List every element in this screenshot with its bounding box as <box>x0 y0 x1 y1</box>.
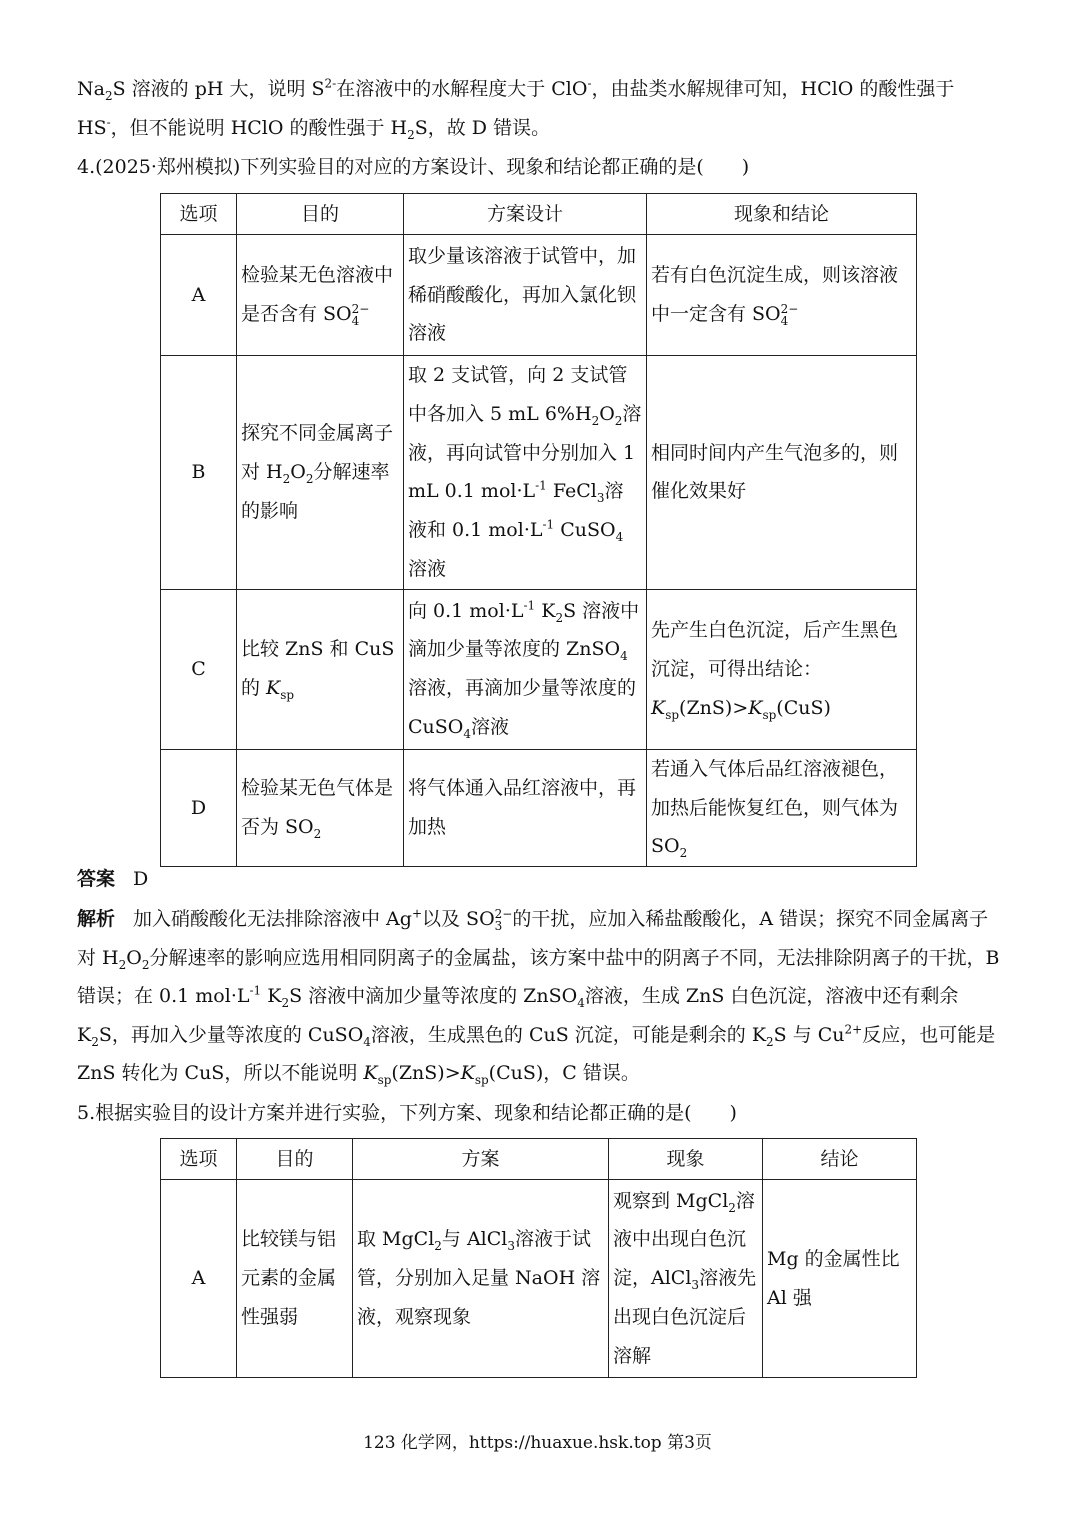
superscript: + <box>411 906 423 921</box>
question-5-stem: 5.根据实验目的设计方案并进行实验，下列方案、现象和结论都正确的是( ) <box>77 1102 737 1124</box>
superscript: 2− <box>780 302 799 316</box>
text: K <box>261 985 282 1007</box>
text: 观察到 MgCl <box>613 1189 729 1212</box>
subscript: 2 <box>118 957 127 972</box>
text: ，但不能说明 HClO 的酸性强于 H <box>110 116 408 139</box>
text: 溶液先出现白色沉淀后溶解 <box>613 1267 757 1367</box>
text: (ZnS)> <box>679 696 749 719</box>
superscript: -1 <box>542 517 555 532</box>
text: S 溶液中滴加少量等浓度的 ZnSO <box>289 985 578 1007</box>
subscript: 2 <box>766 1034 774 1049</box>
text: 在溶液中的水解程度大于 ClO <box>336 78 588 100</box>
purpose-cell <box>237 356 404 590</box>
header-conclusion: 结论 <box>763 1139 917 1180</box>
design-cell <box>404 356 647 590</box>
subscript: 3 <box>507 1239 516 1254</box>
italic-symbol: K <box>748 696 763 719</box>
header-option: 选项 <box>161 1139 237 1180</box>
analysis-label: 解析 <box>77 908 116 930</box>
table-row-b <box>161 356 917 590</box>
text: S，再加入少量等浓度的 CuSO <box>98 1023 364 1046</box>
design-cell: 将气体通入品红溶液中，再加热 <box>404 749 647 866</box>
result-cell <box>647 235 917 356</box>
text: FeCl <box>546 480 597 503</box>
text: (CuS) <box>776 696 831 719</box>
text: ，由盐类水解规律可知，HClO 的酸性强于 <box>591 78 955 100</box>
text: S 与 Cu <box>773 1023 845 1046</box>
italic-symbol: K <box>460 1062 475 1084</box>
text: 取 MgCl <box>357 1228 435 1251</box>
subscript: sp <box>377 1072 392 1087</box>
intro-line-2 <box>77 115 551 142</box>
text: 溶液于试管，分别加入足量 NaOH 溶液，观察现象 <box>357 1228 601 1328</box>
answer-label: 答案 <box>77 868 116 890</box>
subscript: 4 <box>463 726 472 741</box>
text: 溶液 <box>408 557 447 580</box>
subscript: 2 <box>91 1034 99 1049</box>
text: 比较 ZnS 和 CuS 的 <box>241 638 395 700</box>
subscript: 2 <box>434 1239 442 1254</box>
text: S，故 D 错误。 <box>414 116 551 139</box>
result-cell <box>647 749 917 866</box>
text: 溶液，生成黑色的 CuS 沉淀，可能是剩余的 K <box>370 1023 767 1046</box>
superscript: -1 <box>249 983 262 998</box>
text: 向 0.1 mol·L <box>408 599 524 622</box>
subscript: 2 <box>282 471 291 486</box>
superscript: 2− <box>351 302 370 316</box>
table-row-c <box>161 589 917 749</box>
subscript: sp <box>762 707 777 722</box>
text: 溶液 <box>471 716 510 739</box>
text: 分解速率的影响应选用相同阴离子的金属盐，该方案中盐中的阴离子不同，无法排除阴离子的干扰，B 错误；在 0.1 mol·L <box>77 946 1000 1007</box>
subscript: sp <box>280 688 295 703</box>
text: 溶液，生成 ZnS 白色沉淀，溶液中还有剩余 K <box>77 985 959 1046</box>
header-design: 方案设计 <box>404 194 647 235</box>
text: 反应，也可能是 ZnS 转化为 CuS，所以不能说明 <box>77 1023 996 1084</box>
subscript: 4 <box>780 314 789 328</box>
subscript: 4 <box>615 529 624 544</box>
text: 与 AlCl <box>441 1228 508 1251</box>
result-cell: 相同时间内产生气泡多的，则催化效果好 <box>647 356 917 590</box>
text: 以及 SO <box>422 908 495 930</box>
text: 取 2 支试管，向 2 支试管中各加入 5 mL 6%H <box>408 364 628 425</box>
option-cell: D <box>161 749 237 866</box>
text: 溶液中出现白色沉淀，AlCl <box>613 1189 755 1290</box>
header-result: 现象和结论 <box>647 194 917 235</box>
text: HS <box>77 116 107 139</box>
header-phenomenon: 现象 <box>609 1139 763 1180</box>
question-4-table <box>160 193 917 867</box>
subscript: 3 <box>691 1277 700 1292</box>
superscript: - <box>106 115 111 130</box>
subscript: sp <box>665 707 680 722</box>
text: 溶液，再滴加少量等浓度的 CuSO <box>408 677 637 739</box>
phenomenon-cell <box>609 1180 763 1378</box>
header-purpose: 目的 <box>237 1139 353 1180</box>
text: O <box>126 946 142 969</box>
plan-cell <box>353 1180 609 1378</box>
subscript: 2 <box>591 413 600 428</box>
table-header-row <box>161 1139 917 1180</box>
subscript: 3 <box>494 919 503 933</box>
text: 分解速率的影响 <box>241 460 390 522</box>
result-cell <box>647 589 917 749</box>
subscript: 4 <box>620 649 628 664</box>
table-row-a <box>161 235 917 356</box>
answer-line <box>77 860 148 898</box>
text: 先产生白色沉淀，后产生黑色沉淀，可得出结论： <box>651 619 899 680</box>
subscript: 2 <box>679 846 688 861</box>
ion-script <box>352 303 370 327</box>
page-footer: 123 化学网，https://huaxue.hsk.top 第3页 <box>363 1433 712 1453</box>
text: O <box>290 460 306 483</box>
text: 探究不同金属离子对 H <box>241 422 394 483</box>
subscript: 4 <box>577 995 585 1010</box>
text: O <box>599 402 615 425</box>
subscript: 2 <box>614 413 623 428</box>
question-4-stem: 4.(2025·郑州模拟)下列实验目的对应的方案设计、现象和结论都正确的是( ) <box>77 156 750 178</box>
text: S 溶液中滴加少量等浓度的 ZnSO <box>408 599 640 661</box>
question-5-table <box>160 1138 917 1378</box>
header-plan: 方案 <box>353 1139 609 1180</box>
answer-value: D <box>133 868 149 890</box>
text: Na <box>77 78 105 100</box>
subscript: 3 <box>596 491 605 506</box>
italic-symbol: K <box>651 696 666 719</box>
option-cell: A <box>161 1180 237 1378</box>
text: 的干扰，应加入稀盐酸酸化，A 错误；探究不同金属离子对 H <box>77 908 989 969</box>
superscript: 2+ <box>844 1022 863 1037</box>
purpose-cell <box>237 749 404 866</box>
table-header-row <box>161 194 917 235</box>
subscript: 2 <box>728 1200 736 1215</box>
text: 加入硝酸酸化无法排除溶液中 Ag <box>133 908 412 930</box>
subscript: 2 <box>141 957 150 972</box>
subscript: 2 <box>305 471 314 486</box>
option-cell: B <box>161 356 237 590</box>
purpose-cell <box>237 235 404 356</box>
italic-symbol: K <box>266 677 281 700</box>
text: S 溶液的 pH 大，说明 S <box>112 78 325 100</box>
italic-symbol: K <box>363 1062 378 1084</box>
text: K <box>535 599 556 622</box>
superscript: 2− <box>494 907 513 921</box>
design-cell: 取少量该溶液于试管中，加稀硝酸酸化，再加入氯化钡溶液 <box>404 235 647 356</box>
subscript: sp <box>474 1072 489 1087</box>
intro-line-1 <box>77 76 955 103</box>
subscript: 2 <box>281 995 290 1010</box>
ion-script <box>495 908 513 932</box>
text: CuSO <box>554 519 616 542</box>
superscript: 2- <box>324 76 337 91</box>
table-row-d <box>161 749 917 866</box>
superscript: -1 <box>523 598 536 613</box>
subscript: 4 <box>351 314 360 328</box>
ion-script <box>781 303 799 327</box>
text: (CuS)，C 错误。 <box>488 1062 640 1084</box>
subscript: 2 <box>555 610 564 625</box>
option-cell: C <box>161 589 237 749</box>
purpose-cell: 比较镁与铝元素的金属性强弱 <box>237 1180 353 1378</box>
superscript: -1 <box>535 479 547 494</box>
text: 若通入气体后品红溶液褪色，加热后能恢复红色，则气体为 SO <box>651 757 899 858</box>
purpose-cell <box>237 589 404 749</box>
header-purpose: 目的 <box>237 194 404 235</box>
text: (ZnS)> <box>391 1062 461 1084</box>
header-option: 选项 <box>161 194 237 235</box>
subscript: 2 <box>407 127 415 142</box>
subscript: 4 <box>363 1034 371 1049</box>
text: 溶液和 0.1 mol·L <box>408 480 624 542</box>
subscript: 2 <box>104 88 113 103</box>
text: 若有白色沉淀生成，则该溶液中一定含有 SO <box>651 264 899 325</box>
text: 检验某无色气体是否为 SO <box>241 777 394 838</box>
text: 溶液，再向试管中分别加入 1 mL 0.1 mol·L <box>408 402 642 503</box>
intro-paragraph <box>77 70 1007 147</box>
option-cell: A <box>161 235 237 356</box>
conclusion-cell: Mg 的金属性比 Al 强 <box>763 1180 917 1378</box>
text: 检验某无色溶液中是否含有 SO <box>241 264 394 325</box>
table-row-a <box>161 1180 917 1378</box>
superscript: - <box>587 76 592 91</box>
design-cell <box>404 589 647 749</box>
analysis-paragraph <box>77 900 1002 1093</box>
subscript: 2 <box>313 826 322 841</box>
